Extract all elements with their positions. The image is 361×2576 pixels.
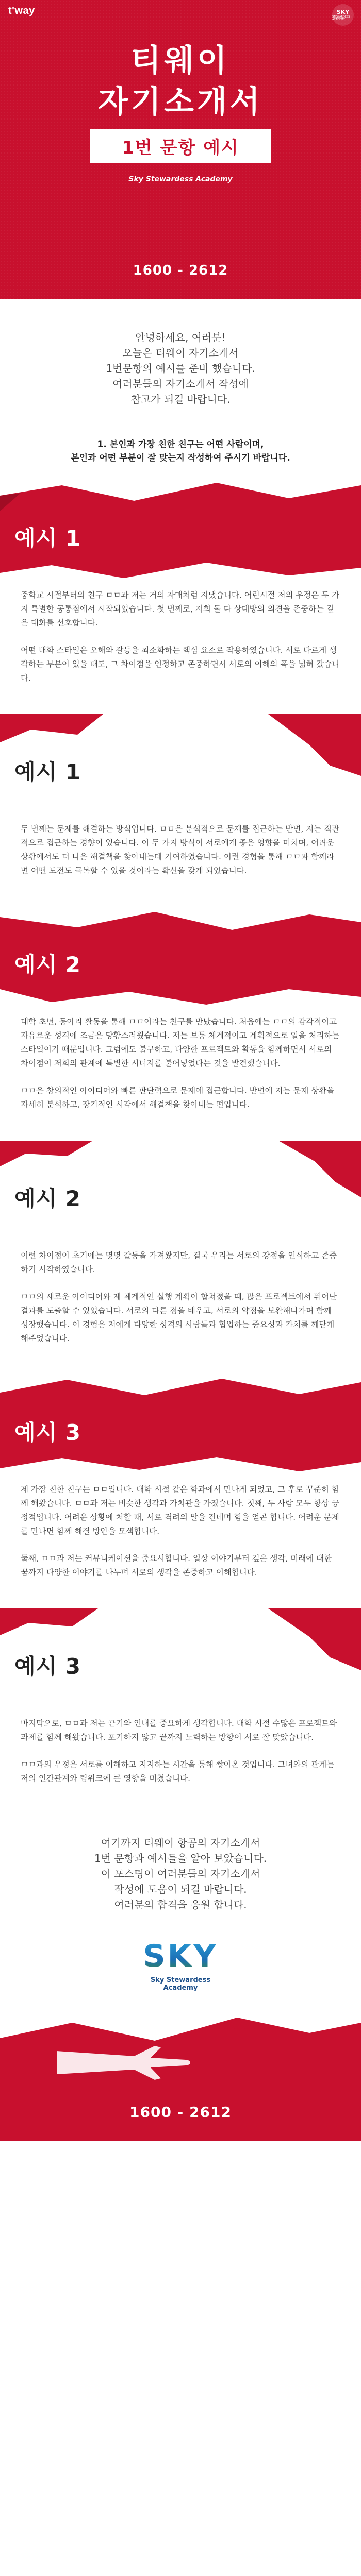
question-text xyxy=(31,438,330,465)
section-label: 예시 2 xyxy=(14,1186,81,1211)
intro-line: 1번문항의 예시를 준비 했습니다. xyxy=(106,362,255,375)
section-label: 예시 3 xyxy=(14,1420,81,1445)
paragraph: 중학교 시절부터의 친구 ㅁㅁ과 저는 거의 자매처럼 지냈습니다. 어린시절 저의 우정은 두 가지 특별한 공통점에서 시작되었습니다. 첫 번째로, 저희 둘 다 상대방의 의견을 존중하는 깊은 대화를 선호합니다. xyxy=(21,590,340,628)
intro-line: 오늘은 티웨이 자기소개서 xyxy=(122,347,239,359)
example-section xyxy=(0,907,361,1141)
section-header-band xyxy=(0,1141,361,1239)
section-header-band xyxy=(0,714,361,812)
section-body xyxy=(0,1239,361,1375)
page-title-line1: 티웨이 xyxy=(131,43,230,79)
question-line: 본인과 어떤 부분이 잘 맞는지 작성하여 주시기 바랍니다. xyxy=(71,453,290,463)
example-section xyxy=(0,1375,361,1608)
outro-line: 이 포스팅이 여러분들의 자기소개서 xyxy=(101,1868,260,1880)
paragraph: ㅁㅁ과의 우정은 서로를 이해하고 지지하는 시간을 통해 쌓아온 것입니다. 그녀와의 관계는 저의 인간관계와 팀워크에 큰 영향을 미쳤습니다. xyxy=(21,1760,335,1783)
academy-name: Sky Stewardess Academy xyxy=(128,175,233,183)
section-body xyxy=(0,1005,361,1141)
sky-academy-logo[interactable] xyxy=(139,1938,222,1992)
outro-text xyxy=(21,1835,340,1912)
section-label: 예시 3 xyxy=(14,1654,81,1679)
paragraph: ㅁㅁ의 새로운 아이디어와 제 체계적인 실행 계획이 합쳐졌을 때, 많은 프로젝트에서 뛰어난 결과를 도출할 수 있었습니다. 서로의 다른 점을 배우고, 서로의 약점을 보완해나가며 함께 성장했습니다. 이 경험은 저에게 다양한 성격의 사람들과 협업하는 중요성과 가치를 깨닫게 해주었습니다. xyxy=(21,1292,337,1343)
paragraph: ㅁㅁ은 창의적인 아이디어와 빠른 판단력으로 문제에 접근합니다. 반면에 저는 문제 상황을 자세히 분석하고, 장기적인 시각에서 해결책을 찾아내는 편입니다. xyxy=(21,1086,335,1109)
subtitle-box: 1번 문항 예시 xyxy=(90,129,271,163)
section-label: 예시 2 xyxy=(14,952,81,977)
intro-line: 안녕하세요, 여러분! xyxy=(135,331,226,344)
sky-academy-name: Sky Stewardess Academy xyxy=(150,1976,211,1992)
section-label: 예시 1 xyxy=(14,759,81,785)
question-line: 1. 본인과 가장 친한 친구는 어떤 사람이며, xyxy=(97,439,264,450)
paragraph: 어떤 대화 스타일은 오해와 갈등을 최소화하는 핵심 요소로 작용하였습니다. 서로 다르게 생각하는 부분이 있을 때도, 그 차이점을 인정하고 존중하면서 서로의 이해의 폭을 넓혀 갔습니다. xyxy=(21,646,340,683)
intro-line: 참고가 되길 바랍니다. xyxy=(130,393,231,405)
page-title-line2: 자기소개서 xyxy=(98,84,263,120)
footer-banner xyxy=(0,2002,361,2141)
intro-text xyxy=(31,330,330,407)
outro-line: 여러분의 합격을 응원 합니다. xyxy=(114,1899,247,1911)
example-section xyxy=(0,480,361,714)
section-header-band xyxy=(0,907,361,1005)
sky-academy-badge xyxy=(332,4,354,26)
section-body xyxy=(0,1472,361,1608)
outro-line: 여기까지 티웨이 항공의 자기소개서 xyxy=(101,1837,260,1849)
paragraph: 둘째, ㅁㅁ과 저는 커뮤니케이션을 중요시합니다. 일상 이야기부터 깊은 생각, 미래에 대한 꿈까지 다양한 이야기를 나누며 서로의 생각을 존중하고 이해합니다. xyxy=(21,1554,332,1577)
paragraph: 대학 초년, 동아리 활동을 통해 ㅁㅁ이라는 친구를 만났습니다. 처음에는 ㅁㅁ의 감각적이고 자유로운 성격에 조금은 당황스러웠습니다. 저는 보통 체계적이고 계획적으로 일을 처리하는 스타일이기 때문입니다. 그럼에도 불구하고, 다양한 프로젝트와 활동을 함께하면서 서로의 차이점이 저희의 관계에 특별한 시너지를 불어넣었다는 것을 발견했습니다. xyxy=(21,1017,340,1068)
outro-line: 1번 문항과 예시들을 알아 보았습니다. xyxy=(94,1852,267,1865)
badge-sub: STEWARDESS ACADEMY xyxy=(332,15,350,21)
hero-phone-number[interactable]: 1600 - 2612 xyxy=(133,263,228,278)
section-header-band xyxy=(0,1375,361,1472)
section-body xyxy=(0,578,361,714)
badge-main: SKY xyxy=(336,8,350,15)
example-section xyxy=(0,1141,361,1375)
outro-section xyxy=(0,1815,361,2002)
example-section xyxy=(0,714,361,907)
section-body xyxy=(0,812,361,907)
paragraph: 이런 차이점이 초기에는 몇몇 갈등을 가져왔지만, 결국 우리는 서로의 강점을 인식하고 존중하기 시작하였습니다. xyxy=(21,1251,337,1274)
paragraph: 두 번째는 문제를 해결하는 방식입니다. ㅁㅁ은 분석적으로 문제를 접근하는 반면, 저는 직관적으로 접근하는 경향이 있습니다. 이 두 가지 방식이 서로에게 좋은 영향을 미치며, 어려운 상황에서도 더 나은 해결책을 찾아내는데 기여하였습니다. 이런 경험을 통해 ㅁㅁ과 함께라면 어떤 도전도 극복할 수 있을 것이라는 확신을 갖게 되었습니다. xyxy=(21,824,340,875)
outro-line: 작성에 도움이 되길 바랍니다. xyxy=(114,1883,247,1895)
intro-line: 여러분들의 자기소개서 작성에 xyxy=(112,378,249,390)
hero-banner xyxy=(0,0,361,299)
section-header-band xyxy=(0,480,361,578)
section-body xyxy=(0,1706,361,1815)
paragraph: 마지막으로, ㅁㅁ과 저는 끈기와 인내를 중요하게 생각합니다. 대학 시절 수많은 프로젝트와 과제를 함께 해왔습니다. 포기하지 않고 끝까지 노력하는 방향이 서로 잘 맞았습니다. xyxy=(21,1719,337,1742)
footer-phone-number[interactable]: 1600 - 2612 xyxy=(129,2104,232,2121)
sky-wordmark: SKY xyxy=(139,1938,222,1974)
section-header-band xyxy=(0,1608,361,1706)
intro-section xyxy=(0,299,361,480)
tway-logo[interactable]: t'way xyxy=(8,5,35,16)
example-section xyxy=(0,1608,361,1815)
paragraph: 제 가장 친한 친구는 ㅁㅁ입니다. 대학 시절 같은 학과에서 만나게 되었고, 그 후로 꾸준히 함께 해왔습니다. ㅁㅁ과 저는 비슷한 생각과 가치관을 가졌습니다. 첫째, 두 사람 모두 항상 긍정적입니다. 어려운 상황에 처할 때, 서로 격려의 말을 건네며 힘을 얻곤 합니다. 어려운 문제를 만나면 함께 해결 방안을 모색합니다. xyxy=(21,1485,339,1536)
section-label: 예시 1 xyxy=(14,526,81,551)
